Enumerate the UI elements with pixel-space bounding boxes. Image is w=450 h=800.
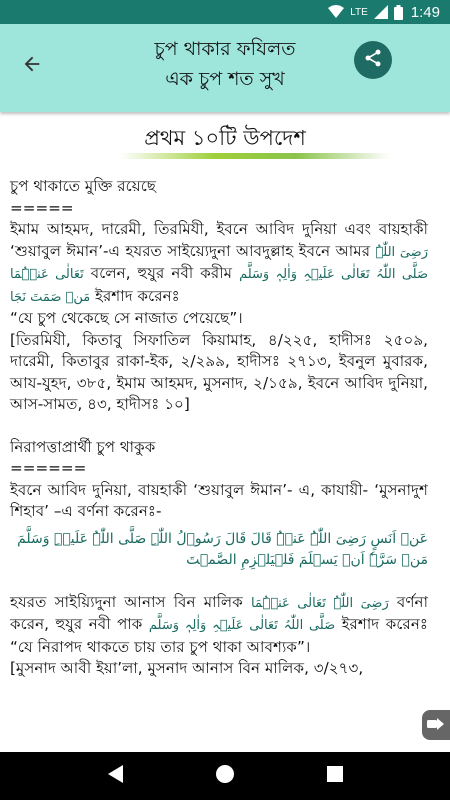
arrow-back-icon (21, 53, 43, 79)
nav-home-button[interactable] (205, 756, 245, 796)
wifi-icon (328, 5, 344, 19)
section-1-text-3: ইরশাদ করেনঃ (95, 286, 180, 305)
section-2-arabic-salawat: صَلَّی اللّٰہُ تَعَالٰی عَلَیۡہِ وَاٰلِہٖ وَسَلَّم (148, 618, 336, 633)
next-page-icon (427, 716, 445, 735)
spacer (10, 571, 428, 592)
back-button[interactable] (14, 48, 50, 84)
section-1-reference: [তিরমিযী, কিতাবু সিফাতিল কিয়ামাহ, ৪/২২৫, হাদীসঃ ২৫০৯, দারেমী, কিতাবুর রাকা-ইক, ২/২৯৯, হাদীসঃ ২৭১৩, ইবনুল মুবারক, আয-যুহদ, ৩৮৫, ইমাম আহমদ, মুসনাদ, ২/১৫৯, ইবনে আবিদ দুনিয়া, আস-সামত, ৪৩, হাদীসঃ ১০] (10, 330, 428, 413)
section-2-arabic-radiallahu: رَضِیَ اللّٰہُ تَعَالٰی عَنۡہُمَا (251, 595, 389, 611)
nav-recents-button[interactable] (315, 756, 355, 796)
next-page-button[interactable] (422, 710, 450, 740)
spacer (10, 416, 428, 437)
section-2-text-1: হযরত সাইয়্যিদুনা আনাস বিন মালিক (10, 592, 243, 611)
section-1-arabic-salawat: صَلَّی اللّٰہُ تَعَالٰی عَلَیۡہِ وَاٰلِہٖ وَسَلَّم (239, 267, 429, 282)
section-1-title: চুপ থাকাতে মুক্তি রয়েছে (10, 177, 156, 195)
app-title (80, 34, 370, 94)
section-2-paragraph (10, 592, 428, 659)
nav-back-icon (106, 764, 124, 788)
section-2-text-2: বর্ণনা করেন, হুযুর নবী পাক (10, 592, 429, 633)
section-1-divider: ===== (10, 198, 74, 217)
page-heading: প্রথম ১০টি উপদেশ (144, 126, 306, 150)
section-2-arabic-hadith-1: عَنۡ اَنَسٍ رَضِیَ اللّٰہُ عَنۡہُ قَالَ قَالَ رَسُوۡلُ اللّٰہِ صَلَّی اللّٰہُ عَلَیۡہِ وَسَلَّمَ (17, 530, 428, 547)
section-1-arabic-hadith: مَنۡ صَمَتَ نَجَا (10, 289, 91, 305)
app-title-line1: চুপ থাকার ফযিলত (154, 38, 296, 60)
network-type-label: LTE (350, 6, 368, 18)
app-title-line2: এক চুপ শত সুখ (165, 68, 285, 90)
status-bar (0, 0, 450, 24)
share-icon (363, 48, 383, 72)
section-heading (0, 112, 450, 170)
system-nav-bar (0, 752, 450, 800)
heading-underline (120, 153, 390, 159)
section-1-arabic-radiallahu: رَضِیَ اللّٰہُ تَعَالٰی عَنۡہُمَا (10, 244, 429, 282)
section-1-quote: “যে চুপ থেকেছে সে নাজাত পেয়েছে”। (10, 309, 243, 327)
section-2-arabic-hadith-2: مَنۡ سَرَّہٗ اَنۡ یَسۡلَمَ فَلۡیَلۡزِمِ الصَّمۡتَ (186, 551, 428, 568)
section-1-paragraph (10, 219, 428, 308)
article-content (10, 170, 428, 680)
status-time: 1:49 (410, 3, 440, 21)
section-1-text-2: বলেন, হুযুর নবী করীম (90, 264, 233, 282)
nav-home-icon (215, 764, 235, 788)
battery-icon (394, 5, 403, 20)
section-2-divider: ====== (10, 459, 87, 477)
section-2-reference: [মুসনাদ আবী ইয়া’লা, মুসনাদ আনাস বিন মালিক, ৩/২৭৩, (10, 659, 364, 677)
share-button[interactable] (354, 41, 392, 79)
nav-recents-icon (326, 765, 344, 787)
app-bar (0, 24, 450, 112)
section-1-text-1: ইমাম আহমদ, দারেমী, তিরমিযী, ইবনে আবিদ দুনিয়া এবং বায়হাকী ‘শুয়াবুল ঈমান’-এ হযরত সাইয়্যেদুনা আবদুল্লাহ ইবনে আমর (10, 220, 428, 260)
section-2-text-3: ইরশাদ করেনঃ “যে নিরাপদ থাকতে চায় তার চুপ থাকা আবশ্যক”। (10, 615, 428, 656)
section-2-intro: ইবনে আবিদ দুনিয়া, বায়হাকী ‘শুয়াবুল ঈমান’- এ, কাযায়ী- ‘মুসনাদুশ শিহাব’ –এ বর্ণনা করেনঃ- (10, 480, 428, 520)
nav-back-button[interactable] (95, 756, 135, 796)
section-2-title: নিরাপত্তাপ্রার্থী চুপ থাকুক (10, 437, 156, 456)
signal-icon (374, 5, 388, 19)
